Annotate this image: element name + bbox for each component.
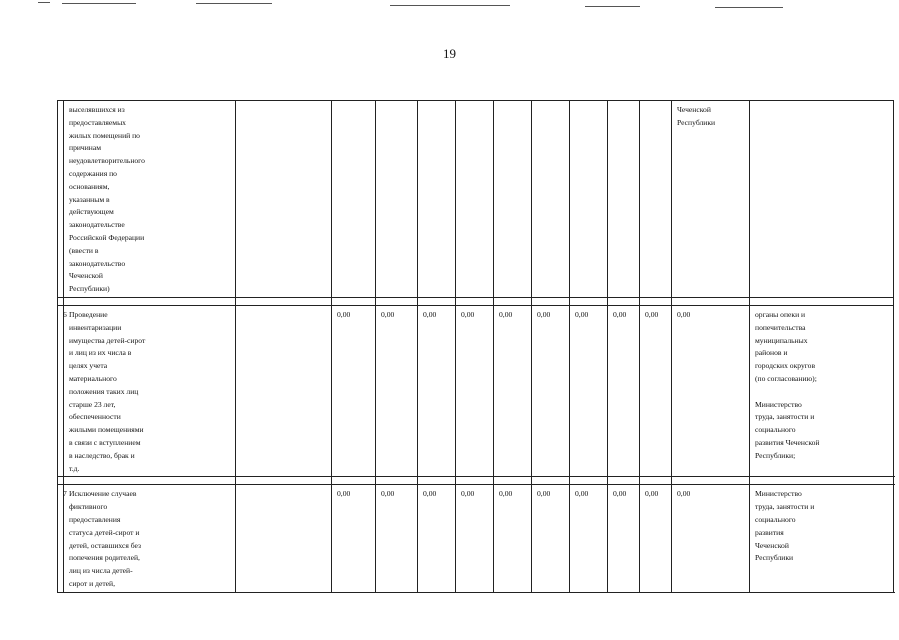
scan-artifact [196, 3, 272, 4]
row-number: 6 [58, 305, 64, 476]
row-number: 7 [58, 485, 64, 592]
value-cell [532, 101, 570, 298]
value-cell: 0,00 [640, 305, 672, 476]
value-cell [570, 101, 608, 298]
responsible-cell: Министерство труда, занятости и социального развития Чеченской Республики [750, 485, 894, 592]
responsible-cell: Чеченской Республики [672, 101, 750, 298]
table-row [58, 101, 894, 298]
value-cell [418, 101, 456, 298]
scan-artifact [585, 6, 640, 7]
value-cell: 0,00 [532, 305, 570, 476]
scan-artifact [390, 5, 510, 6]
value-cell: 0,00 [376, 305, 418, 476]
program-table [57, 100, 894, 593]
value-cell: 0,00 [640, 485, 672, 592]
value-cell [376, 101, 418, 298]
scan-artifact [715, 7, 783, 8]
value-cell: 0,00 [672, 485, 750, 592]
value-cell: 0,00 [456, 305, 494, 476]
value-cell [456, 101, 494, 298]
table-row [58, 305, 894, 476]
value-cell: 0,00 [418, 305, 456, 476]
value-cell: 0,00 [532, 485, 570, 592]
value-cell [332, 101, 376, 298]
value-cell [494, 101, 532, 298]
value-cell: 0,00 [570, 485, 608, 592]
value-cell: 0,00 [456, 485, 494, 592]
value-cell: 0,00 [494, 485, 532, 592]
value-cell: 0,00 [570, 305, 608, 476]
empty-cell [236, 485, 332, 592]
value-cell: 0,00 [418, 485, 456, 592]
spacer-row [58, 477, 894, 485]
scan-artifact [62, 3, 136, 4]
spacer-row [58, 297, 894, 305]
value-cell [608, 101, 640, 298]
value-cell: 0,00 [332, 485, 376, 592]
value-cell: 0,00 [608, 305, 640, 476]
scan-artifact [38, 2, 50, 3]
page-number: 19 [443, 46, 456, 61]
value-cell: 0,00 [332, 305, 376, 476]
value-cell: 0,00 [608, 485, 640, 592]
table-row [58, 485, 894, 592]
value-cell: 0,00 [376, 485, 418, 592]
value-cell [640, 101, 672, 298]
measure-description: Исключение случаев фиктивного предоставления статуса детей-сирот и детей, оставшихся без попечения родителей, лиц из числа детей- сирот и детей, [64, 485, 236, 592]
measure-description: выселявшихся из предоставляемых жилых помещений по причинам неудовлетворительного содержания по основаниям, указанным в действующем законодательстве Российской Федерации (ввести в законодательство Чеченской Республики) [64, 101, 236, 298]
responsible-cell: органы опеки и попечительства муниципальных районов и городских округов (по согласованию); Министерство труда, занятости и социального развития Чеченской Республики; [750, 305, 894, 476]
value-cell: 0,00 [672, 305, 750, 476]
value-cell: 0,00 [494, 305, 532, 476]
empty-cell [236, 305, 332, 476]
empty-cell [236, 101, 332, 298]
measure-description: Проведение инвентаризации имущества детей-сирот и лиц из их числа в целях учета материального положения таких лиц старше 23 лет, обеспеченности жилыми помещениями в связи с вступлением в наследство, брак и т.д. [64, 305, 236, 476]
empty-cell [750, 101, 894, 298]
